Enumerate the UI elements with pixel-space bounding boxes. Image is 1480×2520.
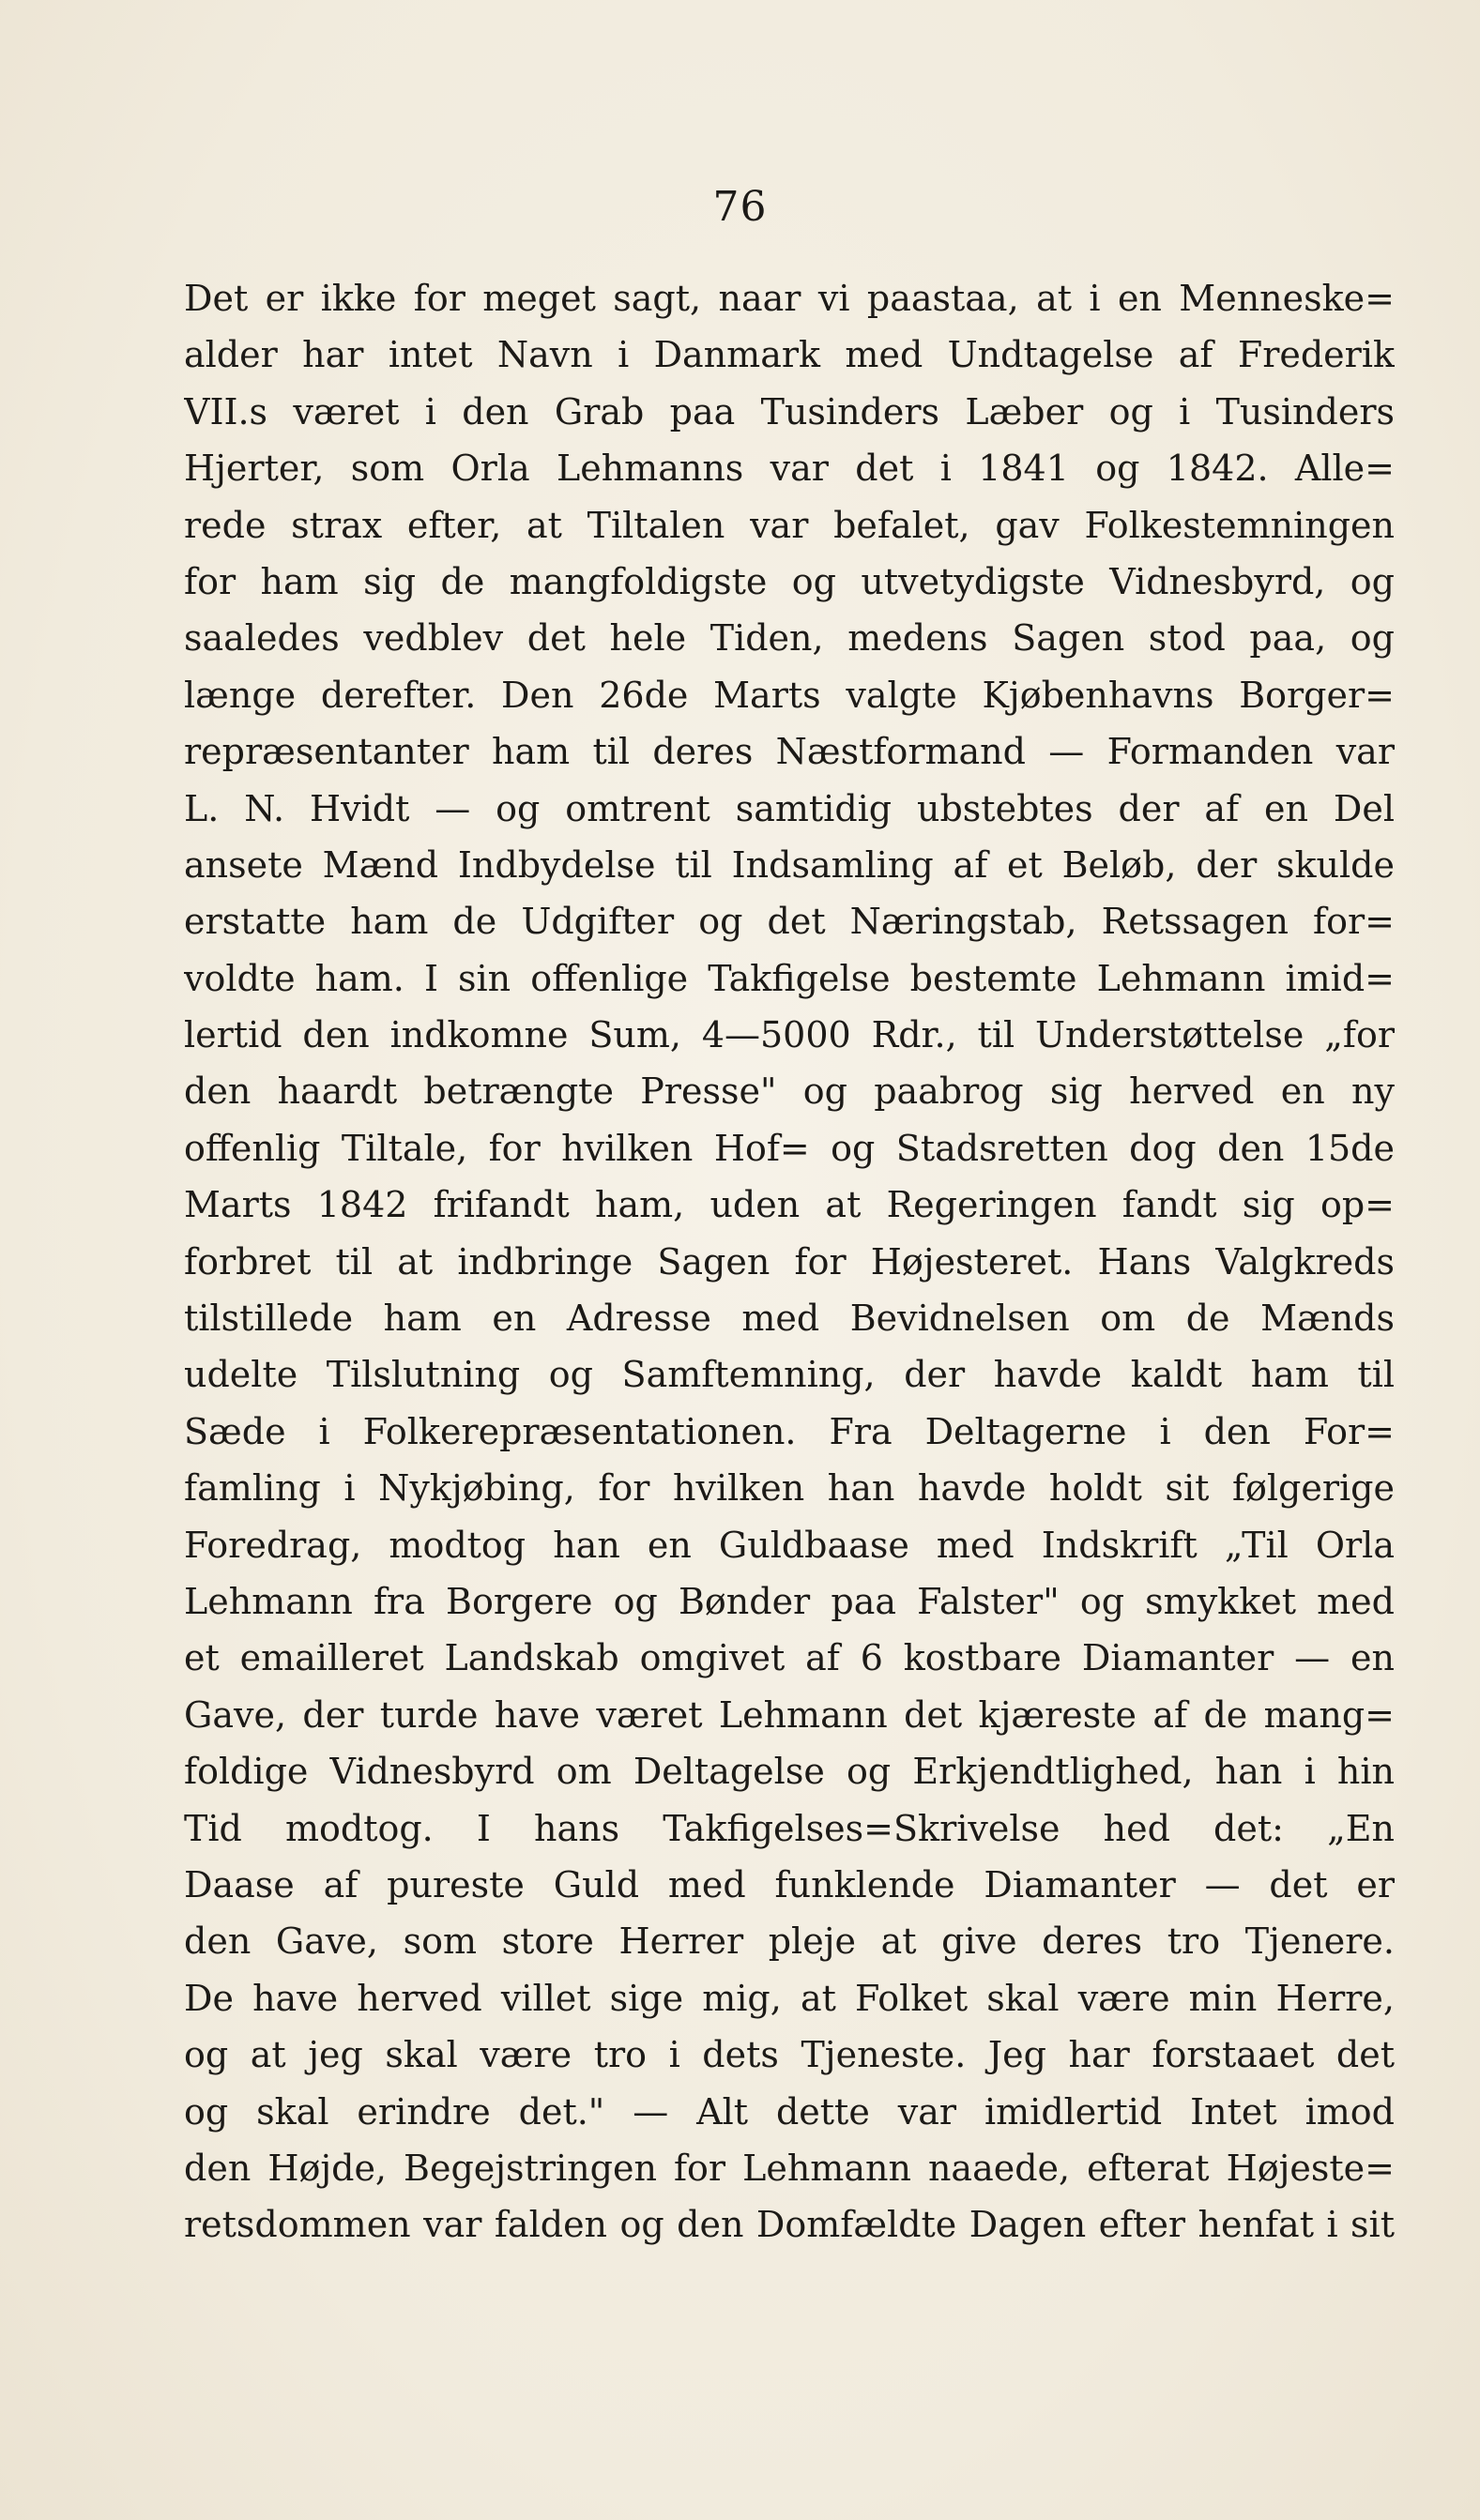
- text-line: Tid modtog. I hans Takfigelses=Skrivelse hed det: „En: [184, 1807, 1395, 1849]
- page-number: 76: [712, 183, 768, 231]
- text-line: ansete Mænd Indbydelse til Indsamling af et Beløb, der skulde: [184, 843, 1395, 886]
- text-line: for ham sig de mangfoldigste og utvetydigste Vidnesbyrd, og: [184, 560, 1395, 602]
- text-line: Foredrag, modtog han en Guldbaase med Indskrift „Til Orla: [184, 1524, 1395, 1566]
- text-line: alder har intet Navn i Danmark med Undtagelse af Frederik: [184, 334, 1395, 376]
- text-line: et emailleret Landskab omgivet af 6 kostbare Diamanter — en: [184, 1637, 1395, 1679]
- text-line: den haardt betrængte Presse" og paabrog sig herved en ny: [184, 1070, 1395, 1113]
- text-line: Lehmann fra Borgere og Bønder paa Falster" og smykket med: [184, 1580, 1395, 1622]
- text-line: den Højde, Begejstringen for Lehmann naaede, efterat Højeste=: [184, 2147, 1395, 2189]
- text-line: tilstillede ham en Adresse med Bevidnelsen om de Mænds: [184, 1298, 1395, 1340]
- text-line: offenlig Tiltale, for hvilken Hof= og Stadsretten dog den 15de: [184, 1127, 1395, 1169]
- text-line: L. N. Hvidt — og omtrent samtidig ubstebtes der af en Del: [184, 787, 1395, 829]
- text-line: udelte Tilslutning og Samftemning, der havde kaldt ham til: [184, 1354, 1395, 1396]
- text-line: VII.s været i den Grab paa Tusinders Læber og i Tusinders: [184, 390, 1395, 433]
- text-line: rede strax efter, at Tiltalen var befalet, gav Folkestemningen: [184, 504, 1395, 546]
- text-line: og skal erindre det." — Alt dette var imidlertid Intet imod: [184, 2090, 1395, 2133]
- text-line: og at jeg skal være tro i dets Tjeneste. Jeg har forstaaet det: [184, 2034, 1395, 2076]
- text-line: Sæde i Folkerepræsentationen. Fra Deltagerne i den For=: [184, 1410, 1395, 1452]
- text-line: repræsentanter ham til deres Næstformand — Formanden var: [184, 731, 1395, 773]
- text-line: Det er ikke for meget sagt, naar vi paastaa, at i en Menneske=: [184, 278, 1395, 319]
- body-text: [184, 270, 1395, 2254]
- text-line: Daase af pureste Guld med funklende Diamanter — det er: [184, 1863, 1395, 1905]
- text-line: De have herved villet sige mig, at Folket skal være min Herre,: [184, 1977, 1395, 2019]
- text-line: famling i Nykjøbing, for hvilken han havde holdt sit følgerige: [184, 1467, 1395, 1510]
- text-line: foldige Vidnesbyrd om Deltagelse og Erkjendtlighed, han i hin: [184, 1751, 1395, 1793]
- text-line: erstatte ham de Udgifter og det Næringstab, Retssagen for=: [184, 901, 1395, 943]
- text-line: forbret til at indbringe Sagen for Højesteret. Hans Valgkreds: [184, 1240, 1395, 1283]
- text-line: saaledes vedblev det hele Tiden, medens Sagen stod paa, og: [184, 617, 1395, 660]
- text-line: lertid den indkomne Sum, 4—5000 Rdr., til Understøttelse „for: [184, 1014, 1395, 1056]
- text-line: Marts 1842 frifandt ham, uden at Regeringen fandt sig op=: [184, 1184, 1395, 1226]
- text-line: retsdommen var falden og den Domfældte Dagen efter henfat i sit: [184, 2204, 1395, 2246]
- text-line: Gave, der turde have været Lehmann det kjæreste af de mang=: [184, 1693, 1395, 1736]
- text-line: voldte ham. I sin offenlige Takfigelse bestemte Lehmann imid=: [184, 957, 1395, 999]
- text-line: den Gave, som store Herrer pleje at give deres tro Tjenere.: [184, 1920, 1395, 1963]
- text-line: Hjerter, som Orla Lehmanns var det i 1841 og 1842. Alle=: [184, 448, 1395, 490]
- text-line: længe derefter. Den 26de Marts valgte Kjøbenhavns Borger=: [184, 674, 1395, 716]
